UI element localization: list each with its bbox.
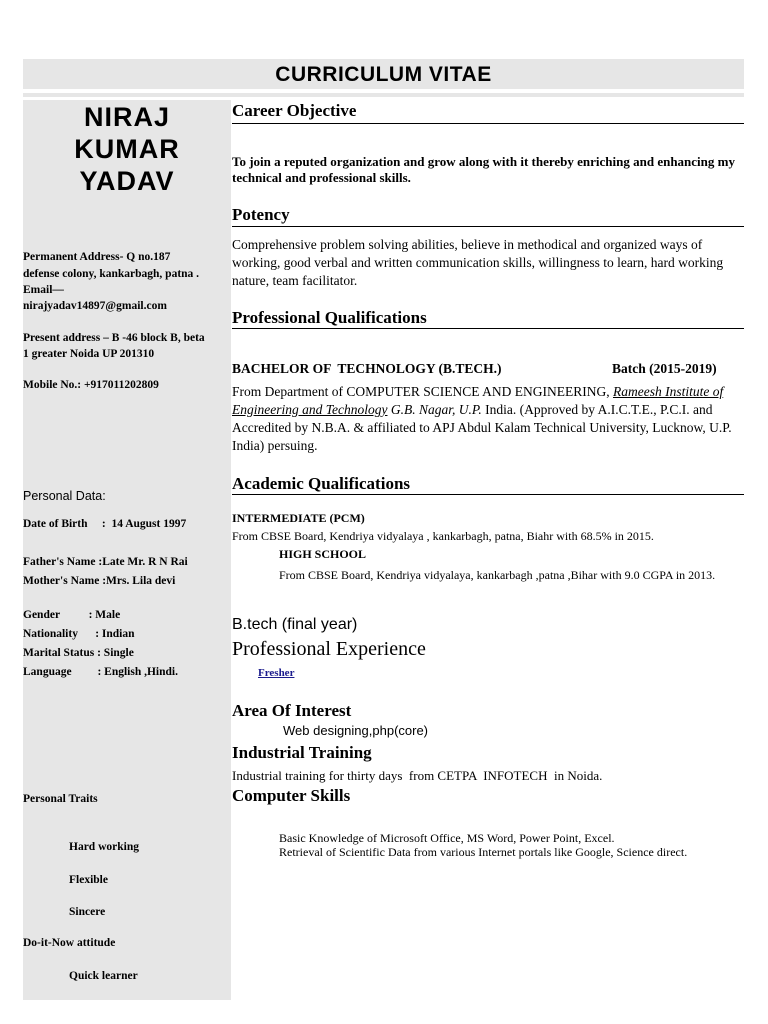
date-of-birth: Date of Birth : 14 August 1997: [23, 518, 187, 530]
computer-skill-item: Retrieval of Scientific Data from various Internet portals like Google, Science direct.: [279, 845, 688, 859]
experience-value: Fresher: [258, 667, 295, 679]
professional-experience-heading: Professional Experience: [232, 638, 426, 660]
degree-details: [232, 383, 744, 455]
title-divider: [23, 93, 744, 97]
section-divider: [232, 328, 744, 329]
potency-text: Comprehensive problem solving abilities, believe in methodical and organized ways of working, good verbal and written communication skills, willingness to learn, hard working nature, team facilitator.: [232, 237, 724, 288]
name-last: YADAV: [79, 166, 175, 196]
area-of-interest-value: Web designing,php(core): [283, 723, 429, 738]
computer-skills-heading: Computer Skills: [232, 786, 351, 805]
trait-item: Do-it-Now attitude: [23, 937, 116, 949]
institute-location: G.B. Nagar, U.P.: [387, 402, 482, 417]
language: Language : English ,Hindi.: [23, 666, 178, 678]
btech-status: B.tech (final year): [232, 616, 358, 633]
personal-traits-heading: Personal Traits: [23, 793, 98, 805]
fathers-name: Father's Name :Late Mr. R N Rai: [23, 556, 188, 568]
personal-data-heading: Personal Data:: [23, 489, 106, 503]
name-middle: KUMAR: [74, 134, 180, 164]
mobile-number: Mobile No.: +917011202809: [23, 379, 159, 391]
trait-item: Sincere: [69, 906, 106, 918]
career-objective-text: To join a reputed organization and grow along with it thereby enriching and enhancing my technical and professional skills.: [232, 154, 735, 185]
academic-qualifications-heading: Academic Qualifications: [232, 474, 411, 493]
industrial-training-heading: Industrial Training: [232, 743, 372, 762]
sidebar-panel: [23, 100, 231, 1000]
intermediate-text: From CBSE Board, Kendriya vidyalaya , kankarbagh, patna, Biahr with 68.5% in 2015.: [232, 529, 654, 543]
email-label: Email—: [23, 284, 64, 296]
intermediate-label: INTERMEDIATE (PCM): [232, 511, 365, 525]
nationality: Nationality : Indian: [23, 628, 135, 640]
professional-qualifications-heading: Professional Qualifications: [232, 308, 427, 327]
section-divider: [232, 123, 744, 124]
present-address-line-2: 1 greater Noida UP 201310: [23, 348, 155, 360]
high-school-label: HIGH SCHOOL: [279, 547, 367, 561]
mothers-name: Mother's Name :Mrs. Lila devi: [23, 575, 176, 587]
document-title: CURRICULUM VITAE: [275, 63, 492, 86]
degree-title: BACHELOR OF TECHNOLOGY (B.TECH.): [232, 361, 502, 376]
degree-affiliation-text: India. (Approved by A.I.C.T.E., P.C.I. and Accredited by N.B.A. & affiliated to APJ Abdul Kalam Technical University, Lucknow, U.P. India) persuing.: [232, 402, 732, 453]
trait-item: Quick learner: [69, 970, 138, 982]
trait-item: Flexible: [69, 874, 108, 886]
institute-name: Rameesh Institute of Engineering and Technology: [232, 384, 724, 417]
section-divider: [232, 226, 744, 227]
degree-from-text: From Department of COMPUTER SCIENCE AND ENGINEERING,: [232, 384, 613, 399]
email-value: nirajyadav14897@gmail.com: [23, 300, 167, 312]
permanent-address-line-1: Permanent Address- Q no.187: [23, 251, 171, 263]
industrial-training-text: Industrial training for thirty days from CETPA INFOTECH in Noida.: [232, 768, 603, 783]
marital-status: Marital Status : Single: [23, 647, 134, 659]
area-of-interest-heading: Area Of Interest: [232, 701, 352, 720]
computer-skill-item: Basic Knowledge of Microsoft Office, MS Word, Power Point, Excel.: [279, 831, 615, 845]
potency-heading: Potency: [232, 205, 290, 224]
career-objective-heading: Career Objective: [232, 101, 357, 120]
high-school-text: From CBSE Board, Kendriya vidyalaya, kankarbagh ,patna ,Bihar with 9.0 CGPA in 2013.: [279, 568, 716, 582]
present-address-line-1: Present address – B -46 block B, beta: [23, 332, 205, 344]
trait-item: Hard working: [69, 841, 139, 853]
gender: Gender : Male: [23, 609, 121, 621]
section-divider: [232, 494, 744, 495]
degree-batch: Batch (2015-2019): [612, 361, 717, 376]
name-first: NIRAJ: [83, 102, 170, 132]
permanent-address-line-2: defense colony, kankarbagh, patna .: [23, 268, 200, 280]
